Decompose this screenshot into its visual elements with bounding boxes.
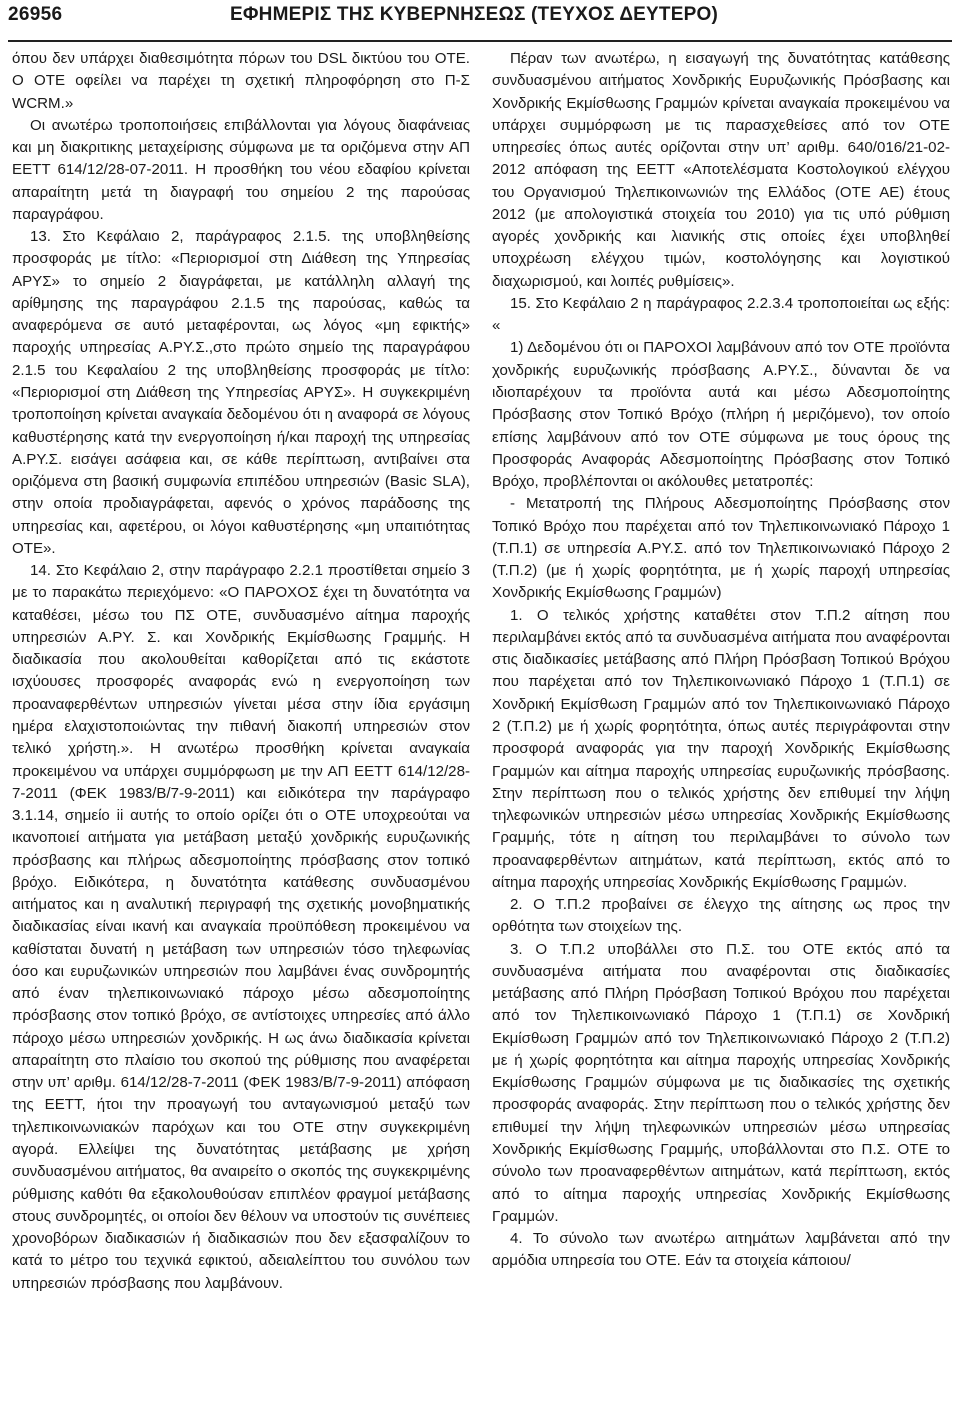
paragraph: - Μετατροπή της Πλήρους Αδεσμοποίητης Πρόσβασης στον Τοπικό Βρόχο που παρέχεται από τον Τηλεπικοινωνιακό Πάροχο 1 (Τ.Π.1) σε υπηρεσία Α.ΡΥ.Σ. από τον Τηλεπικοινωνιακό Πάροχο 2 (Τ.Π.2) (με ή χωρίς φορητότητα, με ή χωρίς παροχή υπηρεσίας Χονδρικής Εκμίσθωσης Γραμμών) — [492, 495, 950, 602]
paragraph: 13. Στο Κεφάλαιο 2, παράγραφος 2.1.5. της υποβληθείσης προσφοράς με τίτλο: «Περιορισμοί στη Διάθεση της Υπηρεσίας ΑΡΥΣ» το σημείο 2 διαγράφεται, με κατάλληλη αλλαγή της αρίθμησης της παραγράφου 2.1.5 της παρούσας, καθώς τα αναφερόμενα σε αυτό μεταφέρονται, ως λόγος «μη εφικτής» παροχής υπηρεσίας Α.ΡΥ.Σ.,στο πρώτο σημείο της παραγράφου 2.1.5 του Κεφαλαίου 2 της υποβληθείσης προσφοράς με τίτλο: «Περιορισμοί στη Διάθεση της Υπηρεσίας ΑΡΥΣ». Η συγκεκριμένη τροποποίηση κρίνεται αναγκαία δεδομένου ότι η αναφορά σε λόγους καθυστέρησης κατά την ενεργοποίηση ή/και παροχή της υπηρεσίας Α.ΡΥ.Σ. εισάγει ασάφεια και, σε κάθε περίπτωση, αντιβαίνει στα οριζόμενα στη βασική συμφωνία επιπέδου υπηρεσιών (Basic SLA), στην οποία προδιαγράφεται, αφενός ο χρόνος παράδοσης της υπηρεσίας και, αφετέρου, οι λόγοι καθυστέρησης «μη υπαιτιότητας ΟΤΕ». — [12, 228, 470, 557]
paragraph: 3. Ο Τ.Π.2 υποβάλλει στο Π.Σ. του ΟΤΕ εκτός από τα συνδυασμένα αιτήματα που αναφέρονται στις διαδικασίες μετάβασης από Πλήρη Πρόσβαση Τοπικού Βρόχου που παρέχεται από τον Τηλεπικοινωνιακό Πάροχο 1 (Τ.Π.1) σε Χονδρική Εκμίσθωση Γραμμών από τον Τηλεπικοινωνιακό Πάροχο 2 (Τ.Π.2) με ή χωρίς φορητότητα και αίτημα παροχής υπηρεσίας Χονδρικής Εκμίσθωσης Γραμμών σύμφωνα με τις διαδικασίες της σχετικής προσφοράς αναφοράς. Στην περίπτωση που ο τελικός χρήστης δεν επιθυμεί την λήψη τηλεφωνικών υπηρεσιών μέσω υπηρεσίας Χονδρικής Εκμίσθωσης Γραμμής, υποβάλλονται στο Π.Σ. ΟΤΕ το σύνολο των προαναφερθέντων αιτημάτων, κατά περίπτωση, εκτός από το αίτημα παροχής υπηρεσίας Χονδρικής Εκμίσθωσης Γραμμών. — [492, 940, 950, 1225]
left-column — [12, 48, 470, 1422]
paragraph: 15. Στο Κεφάλαιο 2 η παράγραφος 2.2.3.4 τροποποιείται ως εξής: « — [492, 294, 950, 335]
paragraph: όπου δεν υπάρχει διαθεσιμότητα πόρων του DSL δικτύου του ΟΤΕ. Ο ΟΤΕ οφείλει να παρέχει τη σχετική πληροφόρηση στο Π-Σ WCRM.» — [12, 50, 470, 112]
right-column — [492, 48, 950, 1422]
paragraph: 2. Ο Τ.Π.2 προβαίνει σε έλεγχο της αίτησης ως προς την ορθότητα των στοιχείων της. — [492, 896, 950, 936]
paragraph: Οι ανωτέρω τροποποιήσεις επιβάλλονται για λόγους διαφάνειας και μη διακριτικης μεταχείρισης σύμφωνα με τα οριζόμενα στην ΑΠ ΕΕΤΤ 614/12/28-07-2011. Η προσθήκη του νέου εδαφίου κρίνεται απαραίτητη μετά τη διαγραφή του σημείου 2 της παρούσας παραγράφου. — [12, 116, 470, 223]
gazette-title: ΕΦΗΜΕΡΙΣ ΤΗΣ ΚΥΒΕΡΝΗΣΕΩΣ (ΤΕΥΧΟΣ ΔΕΥΤΕΡΟ) — [230, 4, 718, 25]
paragraph: 4. Το σύνολο των ανωτέρω αιτημάτων λαμβάνεται από την αρμόδια υπηρεσία του ΟΤΕ. Εάν τα στοιχεία κάποιου/ — [492, 1230, 950, 1270]
paragraph: Πέραν των ανωτέρω, η εισαγωγή της δυνατότητας κατάθεσης συνδυασμένου αιτήματος Χονδρικής Ευρυζωνικής Πρόσβασης και Χονδρικής Εκμίσθωσης Γραμμών κρίνεται αναγκαία προκειμένου να υπάρχει συμμόρφωση με τις παρασχεθείσες από τον ΟΤΕ υπηρεσίες όπως αυτές ορίζονται στην υπ’ αριθμ. 640/016/21-02-2012 απόφαση της ΕΕΤΤ «Αποτελέσματα Κοστολογικού ελέγχου του Οργανισμού Τηλεπικοινωνιών της Ελλάδος (ΟΤΕ ΑΕ) έτους 2012 (με απολογιστικά στοιχεία του 2010) για τις υπό ρύθμιση αγορές χονδρικής και λιανικής στις οποίες έχει υποβληθεί υποχρέωση ελέγχου τιμών, κοστολόγησης και λογιστικού διαχωρισμού, και λοιπές ρυθμίσεις». — [492, 50, 950, 290]
page-number: 26956 — [8, 4, 63, 25]
paragraph: 1) Δεδομένου ότι οι ΠΑΡΟΧΟΙ λαμβάνουν από τον ΟΤΕ προϊόντα χονδρικής ευρυζωνικής πρόσβασης Α.ΡΥ.Σ., δύνανται δε να ιδιοπαρέχουν τα προϊόντα αυτά και μέσω Αδεσμοποίητης Πρόσβασης στον Τοπικό Βρόχο (πλήρη ή μεριζόμενο), τον οποίο επίσης λαμβάνουν από τον ΟΤΕ σύμφωνα με τους όρους της Προσφοράς Αναφοράς Αδεσμοποίητης Πρόσβασης στον Τοπικό Βρόχο, προβλέπονται οι ακόλουθες μετατροπές: — [492, 339, 950, 491]
paragraph: 14. Στο Κεφάλαιο 2, στην παράγραφο 2.2.1 προστίθεται σημείο 3 με το παρακάτω περιεχόμενο: «Ο ΠΑΡΟΧΟΣ έχει τη δυνατότητα να καταθέσει, μέσω του ΠΣ ΟΤΕ, συνδυασμένο αίτημα παροχής υπηρεσιών Α.ΡΥ. Σ. και Χονδρικής Εκμίσθωσης Γραμμής. Η διαδικασία που ακολουθείται καθορίζεται από τις εκάστοτε ισχύουσες προσφορές αναφοράς ενώ η ενεργοποίηση των προαναφερθέντων υπηρεσιών γίνεται μέσα στην ίδια εργάσιμη ημέρα ελαχιστοποιώντας την πιθανή διακοπή υπηρεσιών στον τελικό χρήστη.». Η ανωτέρω προσθήκη κρίνεται αναγκαία προκειμένου να υπάρχει συμμόρφωση με την ΑΠ ΕΕΤΤ 614/12/28-7-2011 (ΦΕΚ 1983/Β/7-9-2011) και ειδικότερα την παράγραφο 3.1.14, σημείο ii αυτής το οποίο ορίζει ότι ο ΟΤΕ υποχρεούται να ικανοποιεί αιτήματα για μετάβαση μεταξύ χονδρικής ευρυζωνικής πρόσβασης και πλήρως αδεσμοποίητης πρόσβασης στον τοπικό βρόχο. Ειδικότερα, η δυνατότητα κατάθεσης συνδυασμένου αιτήματος και η αναλυτική περιγραφή της σχετικής μονοβηματικής διαδικασίας είναι ικανή και αναγκαία προϋπόθεση προκειμένου να καθίσταται δυνατή η μετάβαση των υπηρεσιών τόσο τηλεφωνίας όσο και ευρυζωνικών υπηρεσιών που λαμβάνει ένας συνδρομητής από έναν τηλεπικοινωνιακό πάροχο μέσω αδεσμοποίητης πρόσβασης στον τοπικό βρόχο, σε αντίστοιχες υπηρεσίες από άλλο πάροχο μέσω υπηρεσιών χονδρικής. Η ως άνω διαδικασία κρίνεται απαραίτητη στο πλαίσιο του σκοπού της ρύθμισης που αναφέρεται στην υπ’ αριθμ. 614/12/28-7-2011 (ΦΕΚ 1983/Β/7-9-2011) απόφαση της ΕΕΤΤ, ήτοι την προαγωγή του ανταγωνισμού μεταξύ των τηλεπικοινωνιακών παρόχων και του ΟΤΕ στην συγκεκριμένη αγορά. Ελλείψει της δυνατότητας μετάβασης με χρήση συνδυασμένου αιτήματος, θα αναιρείτο ο σκοπός της συγκεκριμένης ρύθμισης καθότι θα εξακολουθούσαν επιπλέον φραγμοί μετάβασης στους συνδρομητές, οι οποίοι δεν θέλουν να υποστούν τις συνέπειες χρονοβόρων διαδικασιών ή διαδικασιών που δεν εξασφαλίζουν το κατά το μέτρο του τεχνικά εφικτού, αδειαλείπτου του συνόλου των υπηρεσιών πρόσβασης που λαμβάνουν. — [12, 562, 470, 1292]
page-header — [8, 0, 952, 42]
paragraph: 1. Ο τελικός χρήστης καταθέτει στον Τ.Π.2 αίτηση που περιλαμβάνει εκτός από τα συνδυασμένα αιτήματα που αναφέρονται στις διαδικασίες μετάβασης από Πλήρη Πρόσβαση Τοπικού Βρόχου που παρέχεται από τον Τηλεπικοινωνιακό Πάροχο 1 (Τ.Π.1) σε Χονδρική Εκμίσθωση Γραμμών από τον Τηλεπικοινωνιακό Πάροχο 2 (Τ.Π.2) με ή χωρίς φορητότητα, όπως αυτές περιγράφονται στην προσφορά αναφοράς για την παροχή Χονδρικής Εκμίσθωσης Γραμμών και αίτημα παροχής υπηρεσίας ευρυζωνικής πρόσβασης. Στην περίπτωση που ο τελικός χρήστης δεν επιθυμεί την λήψη τηλεφωνικών υπηρεσιών μέσω υπηρεσίας Χονδρικής Εκμίσθωσης Γραμμής, τότε η αίτηση του περιλαμβάνει το σύνολο των προαναφερθέντων αιτημάτων, κατά περίπτωση, εκτός από το αίτημα παροχής υπηρεσίας Χονδρικής Εκμίσθωσης Γραμμών. — [492, 606, 950, 891]
